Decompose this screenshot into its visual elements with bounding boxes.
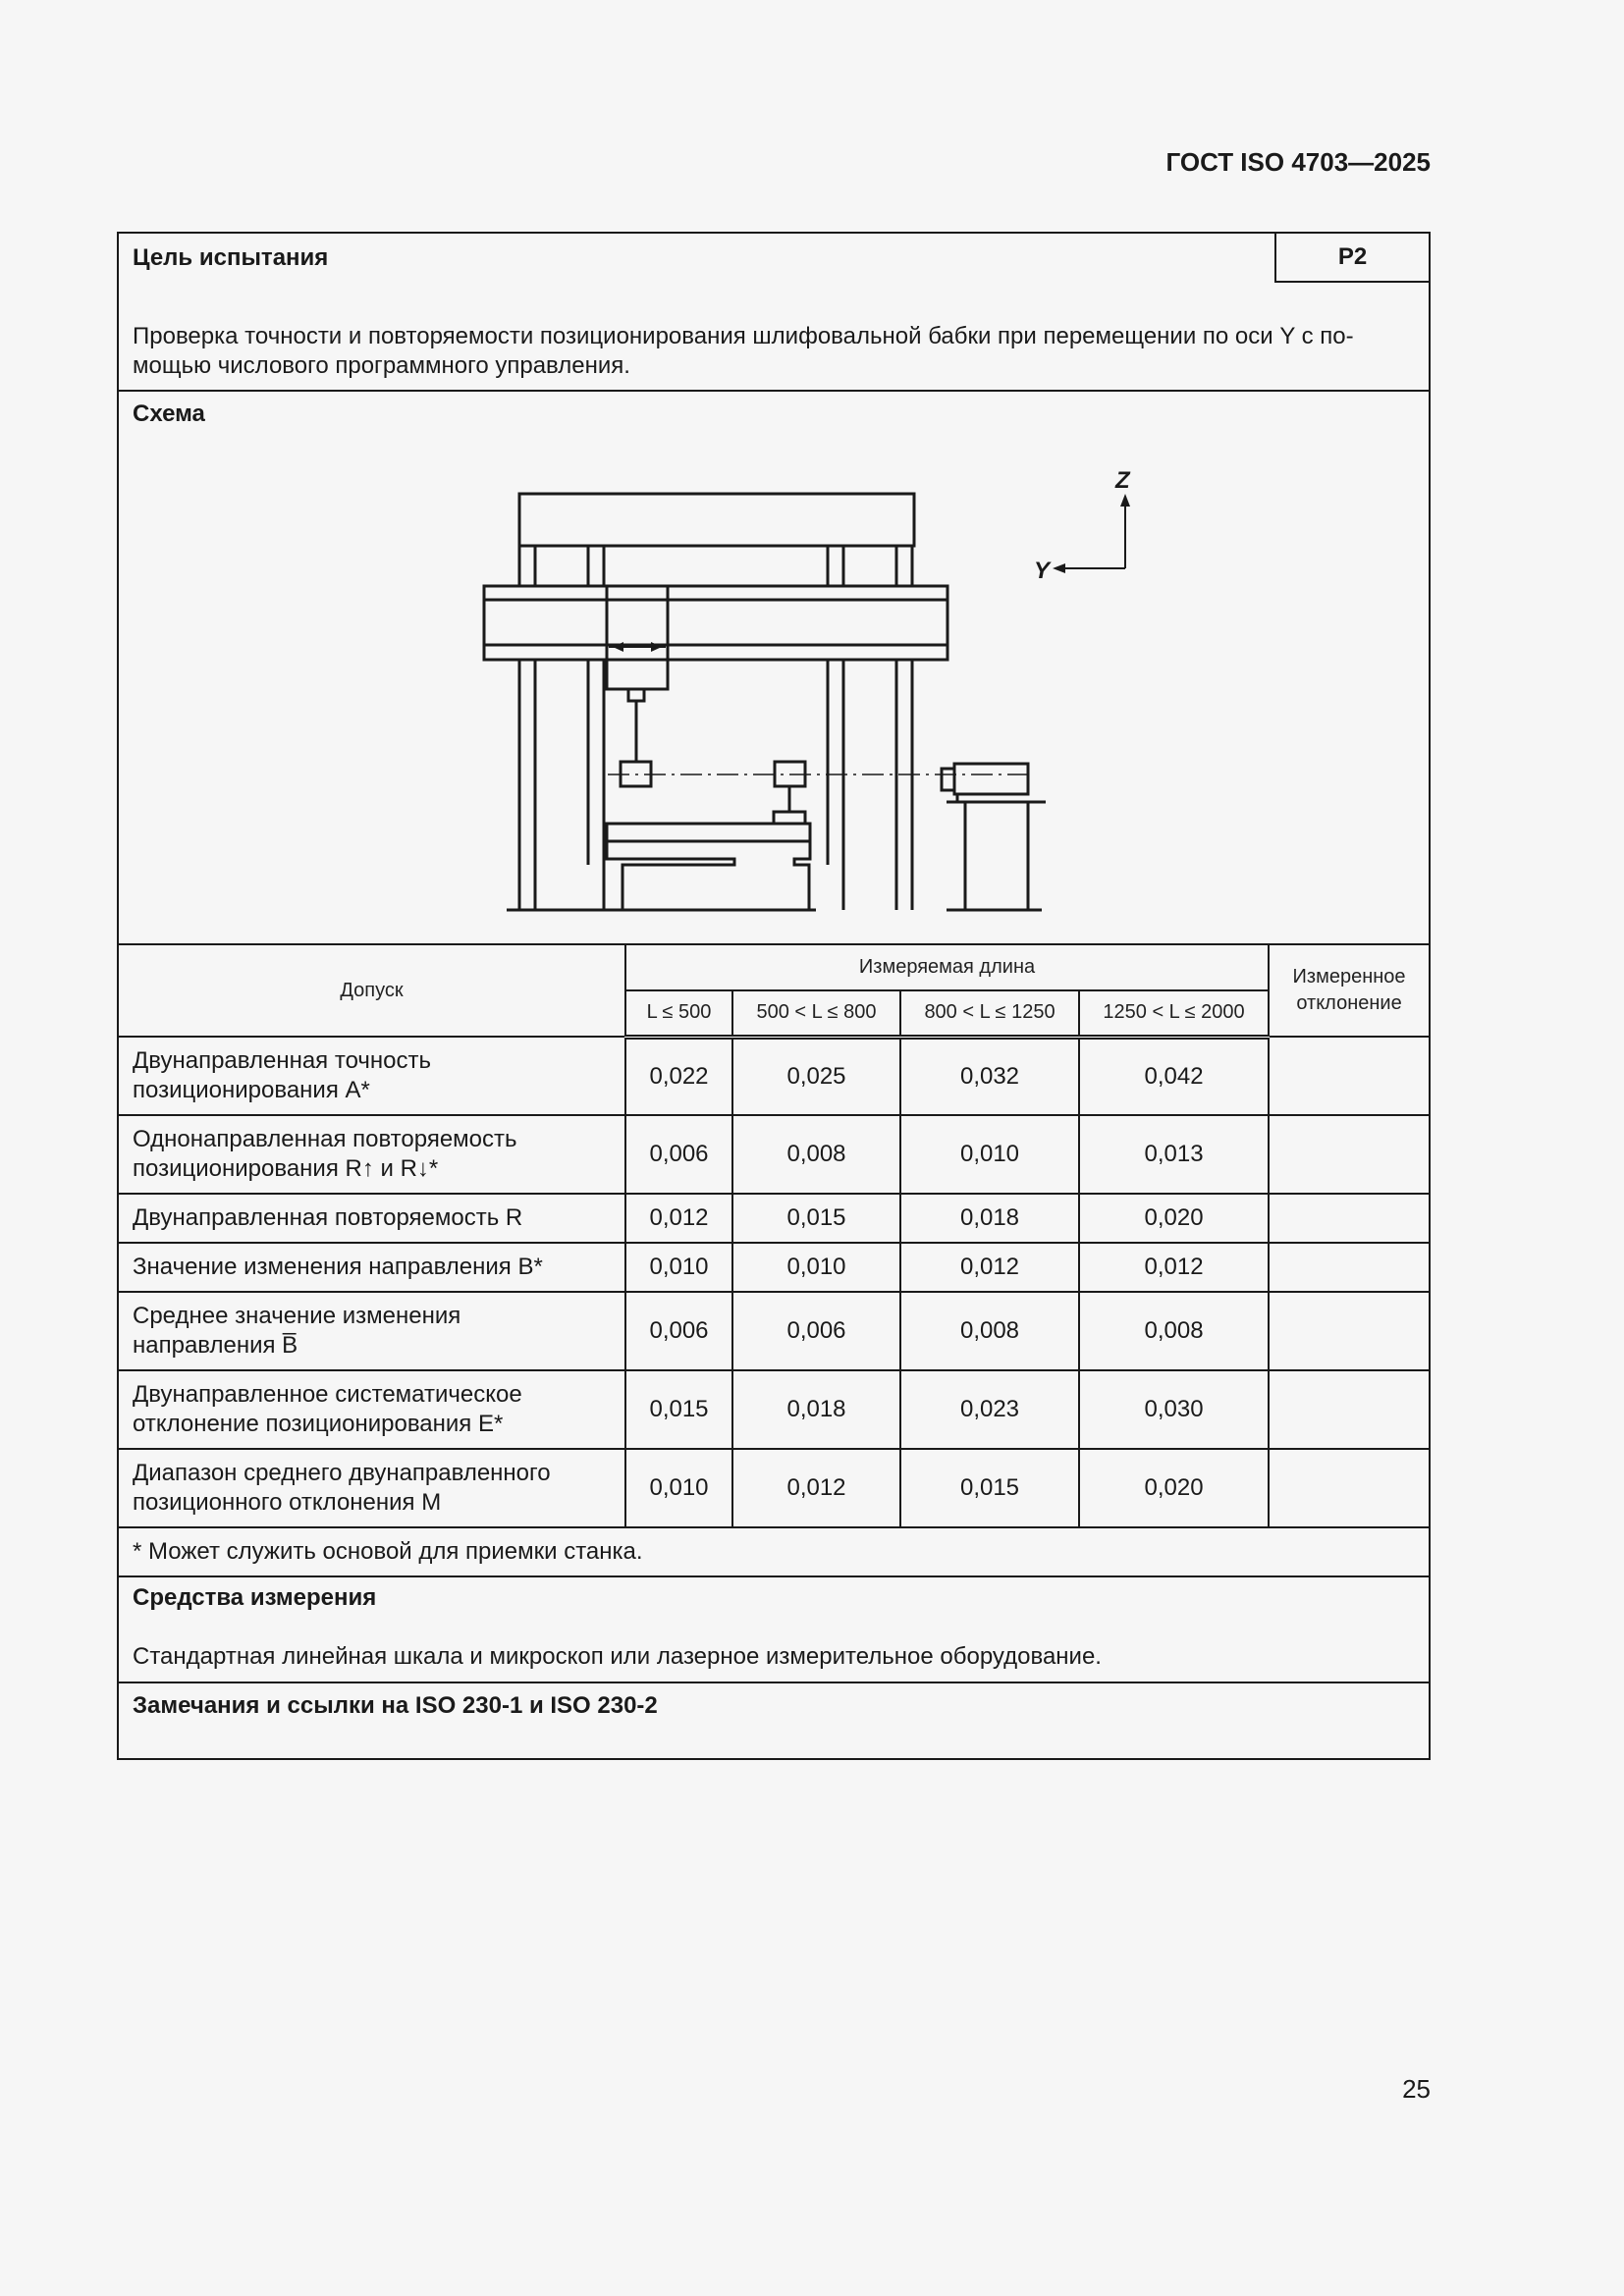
worktable <box>507 824 816 910</box>
purpose-section <box>119 234 1429 392</box>
value-cell: 0,012 <box>732 1449 900 1527</box>
row-label-line2: позиционирования R↑ и R↓* <box>133 1155 439 1182</box>
value-cell: 0,013 <box>1079 1115 1269 1194</box>
purpose-text-line1: Проверка точности и повторяемости позиционирования шлифовальной бабки при перемещении по оси Y с по- <box>133 323 1354 349</box>
measured-dev-line1: Измеренное <box>1292 966 1406 988</box>
instruments-heading: Средства измерения <box>133 1584 377 1611</box>
footnote: * Может служить основой для приемки станка. <box>119 1527 1429 1576</box>
value-cell: 0,006 <box>625 1292 732 1370</box>
row-label <box>119 1292 625 1370</box>
row-label-line1: Диапазон среднего двунаправленного <box>133 1460 551 1486</box>
row-label-line1: Среднее значение изменения <box>133 1303 461 1329</box>
value-cell: 0,018 <box>732 1370 900 1449</box>
value-cell: 0,025 <box>732 1037 900 1115</box>
notes-heading: Замечания и ссылки на ISO 230-1 и ISO 230-2 <box>133 1692 658 1719</box>
purpose-text-line2: мощью числового программного управления. <box>133 352 630 379</box>
row-label: Значение изменения направления B* <box>119 1243 625 1292</box>
instruments-text: Стандартная линейная шкала и микроскоп или лазерное измерительное оборудование. <box>133 1643 1102 1670</box>
row-label-line1: Двунаправленная точность <box>133 1047 431 1074</box>
scheme-section <box>119 392 1429 945</box>
axis-symbol <box>1058 500 1125 568</box>
page-number: 25 <box>1402 2074 1431 2104</box>
value-cell: 0,042 <box>1079 1037 1269 1115</box>
row-label-line1: Двунаправленное систематическое <box>133 1381 522 1408</box>
laser-stand <box>942 764 1046 910</box>
row-label-line2: позиционного отклонения M <box>133 1489 442 1516</box>
value-cell: 0,008 <box>732 1115 900 1194</box>
row-label: Двунаправленная повторяемость R <box>119 1194 625 1243</box>
value-cell: 0,020 <box>1079 1449 1269 1527</box>
table-row <box>119 1115 1429 1194</box>
value-cell: 0,008 <box>1079 1292 1269 1370</box>
axis-y-label: Y <box>1034 558 1051 584</box>
col-header-tolerance: Допуск <box>119 944 625 1037</box>
y-arrow <box>1053 563 1065 573</box>
length-range-header: 1250 < L ≤ 2000 <box>1079 990 1269 1037</box>
value-cell: 0,010 <box>900 1115 1079 1194</box>
test-code-badge: P2 <box>1274 234 1429 283</box>
z-arrow <box>1120 494 1130 507</box>
notes-section <box>119 1683 1429 1758</box>
scheme-heading: Схема <box>133 400 205 427</box>
value-cell: 0,023 <box>900 1370 1079 1449</box>
length-range-header: 500 < L ≤ 800 <box>732 990 900 1037</box>
measured-cell[interactable] <box>1269 1194 1429 1243</box>
row-label <box>119 1449 625 1527</box>
measured-cell[interactable] <box>1269 1292 1429 1370</box>
row-label-line2: позиционирования A* <box>133 1077 370 1103</box>
row-label-line2: направления B̅ <box>133 1332 298 1359</box>
top-crossbeam <box>519 494 914 546</box>
measured-cell[interactable] <box>1269 1115 1429 1194</box>
row-label <box>119 1037 625 1115</box>
value-cell: 0,030 <box>1079 1370 1269 1449</box>
value-cell: 0,010 <box>732 1243 900 1292</box>
grinding-head <box>607 586 668 786</box>
table-row <box>119 1370 1429 1449</box>
value-cell: 0,006 <box>732 1292 900 1370</box>
instruments-section <box>119 1575 1429 1683</box>
value-cell: 0,010 <box>625 1449 732 1527</box>
measured-cell[interactable] <box>1269 1370 1429 1449</box>
measured-cell[interactable] <box>1269 1243 1429 1292</box>
tolerance-table <box>119 943 1429 1577</box>
table-row <box>119 1243 1429 1292</box>
value-cell: 0,020 <box>1079 1194 1269 1243</box>
value-cell: 0,015 <box>732 1194 900 1243</box>
value-cell: 0,015 <box>625 1370 732 1449</box>
measured-cell[interactable] <box>1269 1449 1429 1527</box>
row-label-line2: отклонение позиционирования E* <box>133 1411 504 1437</box>
footnote-row <box>119 1527 1429 1576</box>
value-cell: 0,018 <box>900 1194 1079 1243</box>
table-row <box>119 1194 1429 1243</box>
row-label <box>119 1370 625 1449</box>
col-header-measured-deviation <box>1269 944 1429 1037</box>
value-cell: 0,022 <box>625 1037 732 1115</box>
value-cell: 0,012 <box>900 1243 1079 1292</box>
value-cell: 0,006 <box>625 1115 732 1194</box>
row-label-line1: Однонаправленная повторяемость <box>133 1126 517 1152</box>
table-row <box>119 1037 1429 1115</box>
measured-cell[interactable] <box>1269 1037 1429 1115</box>
value-cell: 0,012 <box>1079 1243 1269 1292</box>
test-sheet <box>117 232 1431 1760</box>
measuring-probe <box>774 762 805 824</box>
machine-scheme-diagram <box>119 392 1429 941</box>
col-header-measured-length: Измеряемая длина <box>625 944 1269 990</box>
value-cell: 0,015 <box>900 1449 1079 1527</box>
length-range-header: 800 < L ≤ 1250 <box>900 990 1079 1037</box>
table-row <box>119 1292 1429 1370</box>
value-cell: 0,012 <box>625 1194 732 1243</box>
value-cell: 0,010 <box>625 1243 732 1292</box>
value-cell: 0,008 <box>900 1292 1079 1370</box>
axis-z-label: Z <box>1115 467 1130 494</box>
purpose-heading: Цель испытания <box>133 244 329 271</box>
measured-dev-line2: отклонение <box>1296 992 1402 1014</box>
table-row <box>119 1449 1429 1527</box>
length-range-header: L ≤ 500 <box>625 990 732 1037</box>
cross-rail <box>484 586 947 660</box>
row-label <box>119 1115 625 1194</box>
value-cell: 0,032 <box>900 1037 1079 1115</box>
document-header: ГОСТ ISO 4703—2025 <box>1165 147 1431 177</box>
